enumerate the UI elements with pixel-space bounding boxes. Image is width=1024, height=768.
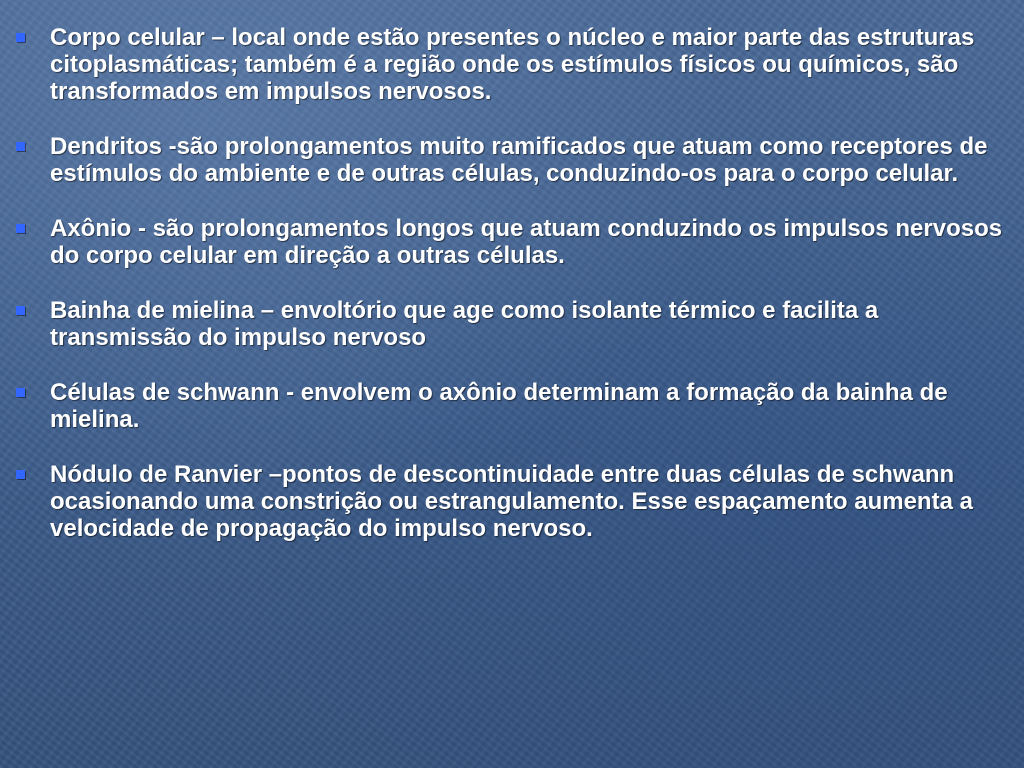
square-bullet-icon [16, 142, 25, 151]
bullet-text: Axônio - são prolongamentos longos que atuam conduzindo os impulsos nervosos do corpo celular em direção a outras células. [50, 215, 1003, 269]
bullet-text: Bainha de mielina – envoltório que age como isolante térmico e facilita a transmissão do impulso nervoso [50, 297, 879, 351]
bullet-list [14, 24, 1014, 570]
bullet-item-bainha-de-mielina [14, 297, 1014, 351]
square-bullet-icon [16, 470, 25, 479]
bullet-text: Nódulo de Ranvier –pontos de descontinuidade entre duas células de schwann ocasionando uma constrição ou estrangulamento. Esse espaçamento aumenta a velocidade de propagação do impulso nervoso. [50, 461, 973, 542]
bullet-item-dendritos [14, 133, 1014, 187]
bullet-text: Células de schwann - envolvem o axônio determinam a formação da bainha de mielina. [50, 379, 948, 433]
bullet-item-axonio [14, 215, 1014, 269]
square-bullet-icon [16, 224, 25, 233]
bullet-item-nodulo-de-ranvier [14, 461, 1014, 542]
square-bullet-icon [16, 306, 25, 315]
bullet-item-celulas-de-schwann [14, 379, 1014, 433]
bullet-item-corpo-celular [14, 24, 1014, 105]
square-bullet-icon [16, 33, 25, 42]
bullet-text: Corpo celular – local onde estão presentes o núcleo e maior parte das estruturas citoplasmáticas; também é a região onde os estímulos físicos ou químicos, são transformados em impulsos nervosos. [50, 24, 975, 105]
bullet-text: Dendritos -são prolongamentos muito ramificados que atuam como receptores de estímulos do ambiente e de outras células, conduzindo-os para o corpo celular. [50, 133, 988, 187]
square-bullet-icon [16, 388, 25, 397]
